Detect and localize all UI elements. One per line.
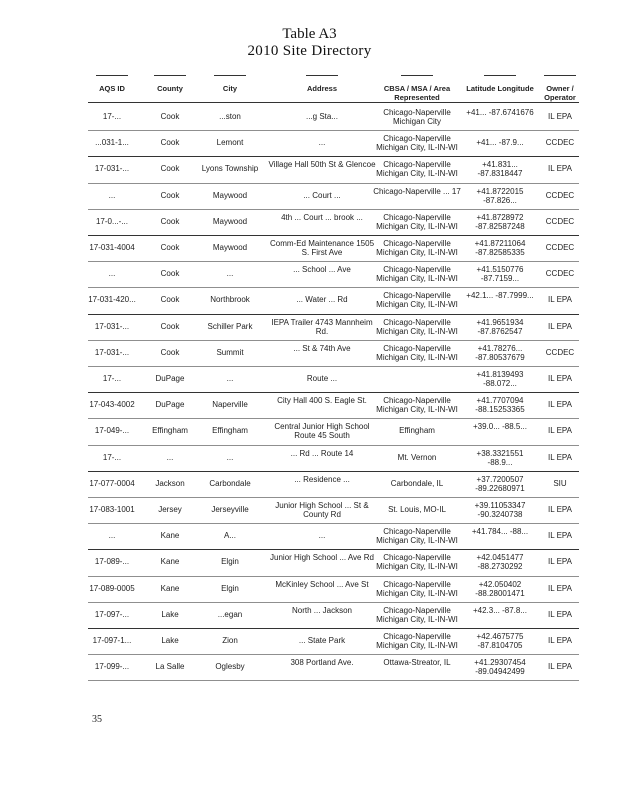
- cell-owner: IL EPA: [547, 662, 572, 672]
- row-divider: [88, 654, 579, 655]
- cell-aqs: 17-031-...: [94, 347, 130, 357]
- cell-owner: IL EPA: [547, 164, 572, 174]
- cell-latlon: +41.78276... -87.80537679: [475, 343, 525, 362]
- cell-owner: SIU: [553, 478, 567, 488]
- cell-address: ... State Park: [298, 636, 346, 645]
- cell-latlon: +41.831... -87.8318447: [477, 160, 523, 179]
- cell-city: Naperville: [212, 400, 248, 410]
- cell-cbsa: Chicago-Naperville Michigan City, IL-IN-WI: [376, 317, 458, 336]
- cell-city: Elgin: [221, 583, 239, 593]
- cell-city: ...: [226, 374, 234, 383]
- col-header-city: City: [222, 84, 238, 93]
- cell-aqs: 17-043-4002: [89, 400, 135, 410]
- row-divider: [88, 392, 579, 393]
- cell-owner: CCDEC: [545, 190, 575, 200]
- cell-cbsa: Chicago-Naperville Michigan City, IL-IN-WI: [376, 553, 458, 572]
- row-divider: [88, 261, 579, 262]
- cell-address: ... School ... Ave: [293, 265, 351, 275]
- cell-aqs: 17-...: [102, 452, 122, 462]
- cell-city: Schiller Park: [207, 321, 253, 331]
- col-header-county: County: [157, 84, 183, 93]
- row-divider: [88, 549, 579, 550]
- cell-cbsa: St. Louis, MO-IL: [388, 505, 446, 514]
- cell-latlon: +41.8728972 -87.82587248: [475, 212, 525, 231]
- cell-address: ... Water ... Rd: [296, 295, 348, 305]
- header-rule: [88, 102, 579, 103]
- cell-cbsa: Chicago-Naperville Michigan City, IL-IN-WI: [376, 265, 458, 284]
- cell-cbsa: Chicago-Naperville ... 17: [373, 186, 461, 196]
- cell-county: Jackson: [155, 478, 185, 488]
- cell-owner: IL EPA: [547, 295, 572, 305]
- cell-city: ...: [226, 269, 234, 279]
- cell-latlon: +41... -87.9...: [476, 138, 524, 148]
- cell-city: Summit: [216, 347, 244, 357]
- cell-county: Cook: [160, 269, 180, 279]
- cell-aqs: 17-031-420...: [88, 295, 136, 305]
- cell-address: Junior High School ... St & County Rd: [275, 501, 369, 519]
- cell-cbsa: Chicago-Naperville Michigan City, IL-IN-WI: [376, 527, 458, 546]
- cell-county: Cook: [160, 164, 180, 174]
- cell-latlon: +41.8722015 -87.826...: [476, 186, 524, 205]
- cell-county: Cook: [160, 190, 180, 200]
- row-divider: [88, 418, 579, 419]
- cell-latlon: +42.4675775 -87.8104705: [476, 632, 524, 650]
- cell-aqs: ...031-1...: [95, 138, 129, 148]
- row-divider: [88, 366, 579, 367]
- cell-cbsa: Chicago-Naperville Michigan City, IL-IN-WI: [376, 396, 458, 415]
- table-title: Table A3: [282, 26, 337, 42]
- row-divider: [88, 628, 579, 629]
- header-rule: [154, 75, 186, 76]
- cell-aqs: 17-...: [102, 112, 122, 121]
- page-number: 35: [92, 714, 102, 725]
- cell-address: 4th ... Court ... brook ...: [281, 212, 363, 222]
- cell-latlon: +42.3... -87.8...: [472, 605, 528, 615]
- cell-cbsa: Chicago-Naperville Michigan City: [383, 108, 451, 126]
- cell-county: Cook: [160, 295, 180, 305]
- cell-aqs: 17-0...-...: [95, 216, 128, 226]
- row-divider: [88, 576, 579, 577]
- cell-owner: IL EPA: [547, 112, 572, 121]
- cell-address: ...: [318, 138, 326, 148]
- cell-address: ... Rd ... Route 14: [290, 448, 354, 458]
- cell-cbsa: Effingham: [399, 426, 435, 436]
- cell-aqs: 17-049-...: [94, 426, 130, 436]
- cell-aqs: 17-077-0004: [89, 478, 135, 488]
- cell-city: ...: [226, 452, 234, 462]
- cell-owner: IL EPA: [547, 505, 572, 514]
- cell-owner: IL EPA: [547, 531, 572, 541]
- cell-city: Maywood: [212, 190, 248, 200]
- cell-aqs: ...: [108, 531, 116, 541]
- cell-latlon: +42.0451477 -88.2730292: [476, 553, 524, 572]
- cell-aqs: 17-031-4004: [89, 243, 135, 252]
- row-divider: [88, 497, 579, 498]
- cell-address: ... St & 74th Ave: [293, 343, 351, 353]
- cell-address: Central Junior High School Route 45 South: [274, 422, 370, 441]
- cell-address: 308 Portland Ave.: [290, 658, 354, 668]
- cell-cbsa: Chicago-Naperville Michigan City, IL-IN-WI: [376, 632, 458, 650]
- cell-cbsa: Chicago-Naperville Michigan City, IL-IN-WI: [376, 160, 458, 179]
- cell-aqs: 17-...: [102, 374, 122, 383]
- col-header-aqs-id: AQS ID: [99, 84, 125, 93]
- cell-address: ... Residence ...: [294, 474, 350, 484]
- cell-county: Cook: [160, 138, 180, 148]
- cell-city: Lemont: [216, 138, 244, 148]
- cell-cbsa: Chicago-Naperville Michigan City, IL-IN-WI: [376, 212, 458, 231]
- cell-cbsa: Chicago-Naperville Michigan City, IL-IN-WI: [376, 343, 458, 362]
- cell-address: ...: [318, 531, 326, 541]
- cell-county: Cook: [160, 347, 180, 357]
- cell-address: Comm-Ed Maintenance 1505 S. First Ave: [269, 239, 375, 257]
- cell-address: North ... Jackson: [291, 605, 353, 615]
- table-subtitle: 2010 Site Directory: [247, 43, 372, 59]
- cell-address: McKinley School ... Ave St: [275, 579, 369, 589]
- cell-aqs: 17-097-...: [94, 609, 130, 619]
- cell-aqs: 17-089-...: [94, 557, 130, 567]
- cell-latlon: +41.87211064 -87.82585335: [474, 239, 526, 257]
- cell-city: ...egan: [217, 609, 243, 619]
- cell-county: Lake: [161, 609, 179, 619]
- row-divider: [88, 183, 579, 184]
- cell-owner: IL EPA: [547, 609, 572, 619]
- cell-owner: IL EPA: [547, 583, 572, 593]
- cell-county: ...: [166, 452, 174, 462]
- cell-address: Junior High School ... Ave Rd: [270, 553, 374, 563]
- cell-city: Jerseyville: [211, 505, 249, 514]
- cell-latlon: +37.7200507 -89.22680971: [475, 474, 525, 493]
- header-rule: [96, 75, 128, 76]
- cell-county: Cook: [160, 321, 180, 331]
- row-divider: [88, 314, 579, 315]
- cell-city: Effingham: [212, 426, 248, 436]
- cell-aqs: 17-083-1001: [89, 505, 135, 514]
- cell-county: Kane: [160, 531, 180, 541]
- cell-county: Cook: [160, 216, 180, 226]
- cell-latlon: +41.29307454 -89.04942499: [474, 658, 526, 677]
- cell-county: Kane: [160, 557, 180, 567]
- col-header-address: Address: [306, 84, 337, 93]
- cell-aqs: ...: [108, 190, 116, 200]
- cell-city: Zion: [222, 636, 238, 645]
- cell-latlon: +41.7707094 -88.15253365: [475, 396, 525, 415]
- cell-owner: IL EPA: [547, 557, 572, 567]
- cell-address: Route ...: [306, 374, 338, 383]
- cell-city: Lyons Township: [201, 164, 259, 174]
- cell-address: ...g Sta...: [305, 112, 338, 121]
- cell-latlon: +41.8139493 -88.072...: [476, 370, 524, 388]
- cell-aqs: ...: [108, 269, 116, 279]
- cell-cbsa: Chicago-Naperville Michigan City, IL-IN-WI: [376, 605, 458, 624]
- cell-owner: CCDEC: [545, 138, 575, 148]
- cell-owner: IL EPA: [547, 400, 572, 410]
- cell-city: Northbrook: [210, 295, 250, 305]
- row-divider: [88, 602, 579, 603]
- row-divider: [88, 209, 579, 210]
- cell-cbsa: Chicago-Naperville Michigan City, IL-IN-WI: [376, 291, 458, 310]
- header-rule: [306, 75, 338, 76]
- cell-city: Oglesby: [215, 662, 245, 672]
- cell-city: Maywood: [212, 243, 248, 252]
- cell-county: Kane: [160, 583, 180, 593]
- row-divider: [88, 523, 579, 524]
- cell-owner: IL EPA: [547, 452, 572, 462]
- cell-latlon: +42.050402 -88.28001471: [475, 579, 525, 598]
- row-divider: [88, 680, 579, 681]
- row-divider: [88, 471, 579, 472]
- cell-latlon: +41.9651934 -87.8762547: [476, 317, 524, 336]
- cell-cbsa: Mt. Vernon: [397, 452, 437, 462]
- cell-owner: CCDEC: [545, 269, 575, 279]
- row-divider: [88, 340, 579, 341]
- cell-county: DuPage: [155, 400, 185, 410]
- cell-owner: IL EPA: [547, 426, 572, 436]
- cell-latlon: +39.11053347 -90.3240738: [474, 501, 526, 519]
- col-header-owner: Owner / Operator: [544, 84, 576, 102]
- col-header-cbsa: CBSA / MSA / Area Represented: [383, 84, 451, 102]
- cell-address: Village Hall 50th St & Glencoe: [268, 160, 376, 170]
- cell-county: Effingham: [152, 426, 188, 436]
- row-divider: [88, 156, 579, 157]
- cell-latlon: +41... -87.6741676: [466, 108, 534, 117]
- cell-cbsa: Chicago-Naperville Michigan City, IL-IN-WI: [376, 579, 458, 598]
- cell-county: Lake: [161, 636, 179, 645]
- cell-owner: CCDEC: [545, 243, 575, 252]
- cell-county: Jersey: [158, 505, 182, 514]
- row-divider: [88, 445, 579, 446]
- cell-latlon: +42.1... -87.7999...: [466, 291, 534, 301]
- cell-aqs: 17-031-...: [94, 321, 130, 331]
- cell-latlon: +41.5150776 -87.7159...: [476, 265, 524, 284]
- col-header-lat-long: Latitude Longitude: [466, 84, 534, 93]
- cell-city: Maywood: [212, 216, 248, 226]
- cell-owner: IL EPA: [547, 321, 572, 331]
- cell-county: DuPage: [155, 374, 185, 383]
- cell-latlon: +39.0... -88.5...: [472, 422, 528, 432]
- cell-cbsa: Chicago-Naperville Michigan City, IL-IN-WI: [376, 134, 458, 153]
- cell-county: La Salle: [155, 662, 185, 672]
- cell-city: Carbondale: [209, 478, 251, 488]
- cell-address: IEPA Trailer 4743 Mannheim Rd.: [271, 317, 373, 336]
- cell-county: Cook: [160, 243, 180, 252]
- cell-aqs: 17-031-...: [94, 164, 130, 174]
- header-rule: [214, 75, 246, 76]
- cell-city: A...: [223, 531, 236, 541]
- row-divider: [88, 130, 579, 131]
- header-rule: [484, 75, 516, 76]
- cell-latlon: +41.784... -88...: [471, 527, 529, 537]
- cell-owner: CCDEC: [545, 216, 575, 226]
- row-divider: [88, 235, 579, 236]
- cell-cbsa: Chicago-Naperville Michigan City, IL-IN-WI: [376, 239, 458, 257]
- header-rule: [401, 75, 433, 76]
- cell-aqs: 17-099-...: [94, 662, 130, 672]
- cell-county: Cook: [160, 112, 180, 121]
- cell-aqs: 17-089-0005: [89, 583, 135, 593]
- cell-owner: IL EPA: [547, 374, 572, 383]
- cell-city: ...ston: [219, 112, 241, 121]
- header-rule: [544, 75, 576, 76]
- cell-address: ... Court ...: [303, 190, 341, 200]
- cell-address: City Hall 400 S. Eagle St.: [277, 396, 367, 406]
- cell-owner: IL EPA: [547, 636, 572, 645]
- cell-cbsa: Ottawa-Streator, IL: [383, 658, 451, 668]
- cell-cbsa: Carbondale, IL: [390, 478, 444, 488]
- row-divider: [88, 287, 579, 288]
- cell-aqs: 17-097-1...: [92, 636, 132, 645]
- cell-latlon: +38.3321551 -88.9...: [476, 448, 524, 467]
- cell-owner: CCDEC: [545, 347, 575, 357]
- cell-city: Elgin: [221, 557, 239, 567]
